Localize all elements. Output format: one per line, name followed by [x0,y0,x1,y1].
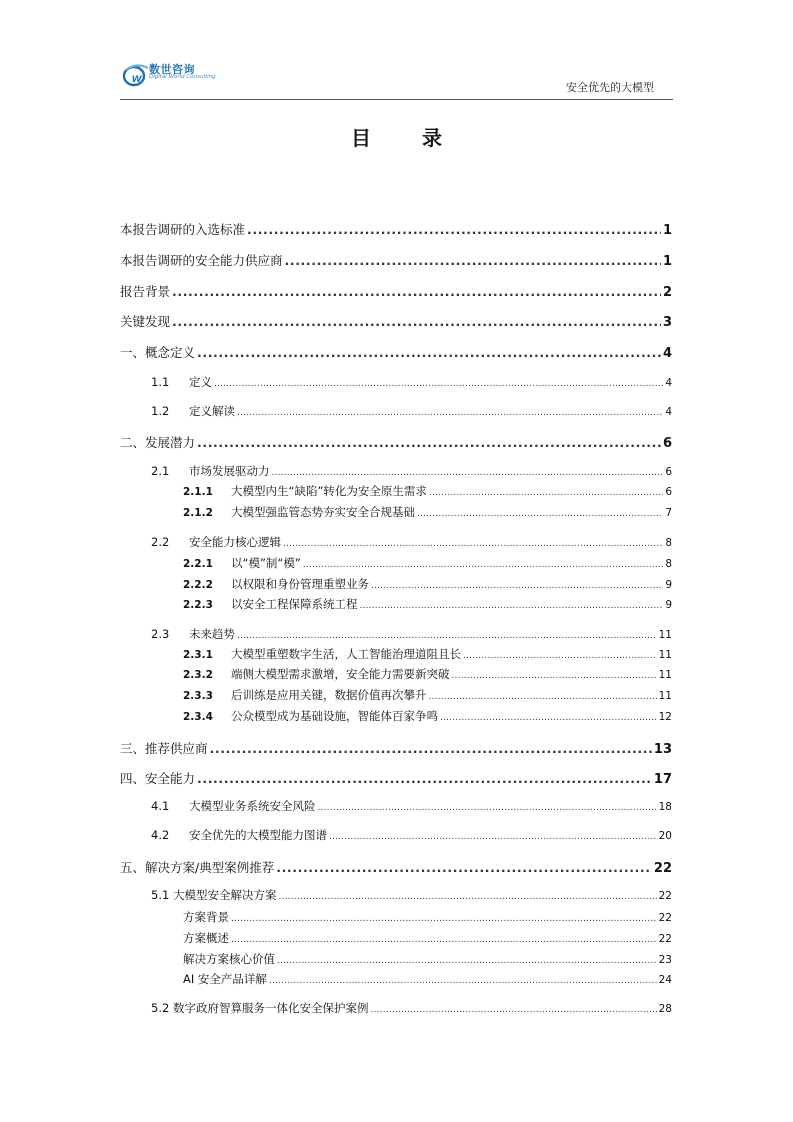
toc-dot-leader [360,601,664,611]
toc-page-number: 11 [658,690,672,702]
toc-dot-leader [285,253,661,268]
toc-page-number: 12 [658,711,672,723]
toc-dot-leader [452,671,657,681]
toc-entry-label: 方案背景 [183,910,229,924]
toc-entry[interactable] [183,596,672,612]
toc-entry-label: 端侧大模型需求激增，安全能力需要新突破 [231,667,450,681]
toc-entry[interactable] [151,463,672,479]
toc-page-number: 18 [658,801,672,813]
toc-entry-label: 5.1 大模型安全解决方案 [151,888,277,902]
toc-entry-label: 报告背景 [120,284,171,299]
toc-page-number: 4 [662,346,672,361]
toc-dot-leader [172,284,661,299]
toc-page-number: 13 [653,742,672,757]
toc-page-number: 6 [665,486,672,498]
toc-page-number: 20 [658,830,672,842]
toc-entry-label: 安全能力核心逻辑 [189,535,281,549]
toc-page-number: 8 [665,537,672,549]
toc-page-number: 11 [658,649,672,661]
toc-page-number: 6 [665,466,672,478]
toc-page-number: 3 [662,315,672,330]
toc-entry-label: 以权限和身份管理重塑业务 [231,577,369,591]
toc-entry-number: 2.1 [151,464,170,478]
toc-entry-label: 大模型重塑数字生活，人工智能治理道阻且长 [231,647,461,661]
toc-entry[interactable] [120,739,672,757]
toc-entry[interactable] [183,555,672,571]
toc-dot-leader [276,860,652,875]
toc-dot-leader [303,560,663,570]
toc-entry-number: 2.3.2 [183,669,213,681]
toc-entry[interactable] [120,433,672,451]
toc-page-number: 11 [658,669,672,681]
toc-entry[interactable] [151,534,672,550]
toc-entry-label: 未来趋势 [189,627,235,641]
toc-entry-number: 4.1 [151,799,170,813]
toc-dot-leader [463,651,657,661]
toc-entry[interactable] [120,312,672,330]
toc-entry-label: 公众模型成为基础设施，智能体百家争鸣 [231,709,438,723]
toc-dot-leader [329,832,657,842]
toc-dot-leader [237,408,663,418]
toc-entry-label: 四、安全能力 [120,771,196,786]
toc-dot-leader [197,771,652,786]
toc-entry-label: 定义 [189,375,212,389]
toc-entry[interactable] [183,504,672,520]
toc-entry-label: 二、发展潜力 [120,435,196,450]
toc-entry-label: 5.2 数字政府智算服务一体化安全保护案例 [151,1001,369,1015]
toc-dot-leader [237,631,657,641]
toc-entry-number: 2.2.1 [183,558,213,570]
toc-entry-label: AI 安全产品详解 [183,972,267,986]
toc-entry-number: 2.3.4 [183,711,213,723]
toc-dot-leader [371,581,663,591]
toc-entry[interactable] [151,798,672,814]
toc-dot-leader [197,435,661,450]
toc-dot-leader [172,314,661,329]
toc-dot-leader [277,956,657,966]
toc-entry-number: 2.3.3 [183,690,213,702]
toc-page-number: 4 [665,406,672,418]
toc-dot-leader [210,741,652,756]
toc-page-number: 2 [662,285,672,300]
toc-entry-number: 2.1.1 [183,486,213,498]
logo-subtitle-text: Digital World Consulting [149,74,216,80]
toc-entry[interactable] [151,827,672,843]
toc-entry[interactable] [183,971,672,987]
toc-entry[interactable] [120,282,672,300]
toc-entry-number: 2.1.2 [183,507,213,519]
toc-entry-label: 大模型业务系统安全风险 [189,799,316,813]
toc-entry[interactable] [183,909,672,925]
toc-entry-label: 以安全工程保障系统工程 [231,597,358,611]
toc-entry[interactable] [120,251,672,269]
toc-entry[interactable] [151,626,672,642]
toc-page-number: 23 [658,954,672,966]
toc-entry[interactable] [183,708,672,724]
toc-entry-number: 1.2 [151,404,170,418]
toc-dot-leader [231,914,657,924]
toc-entry-label: 大模型强监管态势夯实安全合规基础 [231,505,415,519]
toc-entry[interactable] [183,687,672,703]
toc-page-number: 1 [662,254,672,269]
toc-entry-label: 本报告调研的安全能力供应商 [120,253,283,268]
toc-dot-leader [231,935,657,945]
toc-page-number: 28 [658,1003,672,1015]
toc-entry-number: 2.2.2 [183,579,213,591]
page-title: 目 录 [351,126,464,150]
toc-entry-number: 2.3.1 [183,649,213,661]
running-header-title: 安全优先的大模型 [566,81,654,94]
toc-entry-number: 1.1 [151,375,170,389]
svg-text:w: w [132,71,142,85]
toc-entry-label: 市场发展驱动力 [189,464,270,478]
toc-page-number: 6 [662,436,672,451]
toc-page-number: 22 [653,861,672,876]
toc-page-number: 11 [658,629,672,641]
toc-entry[interactable] [151,403,672,419]
toc-entry-label: 以“模”制“模” [231,556,301,570]
toc-dot-leader [214,379,663,389]
toc-entry-label: 安全优先的大模型能力图谱 [189,828,327,842]
toc-entry-label: 三、推荐供应商 [120,741,208,756]
toc-page-number: 9 [665,599,672,611]
toc-entry[interactable] [151,374,672,390]
toc-page-number: 7 [665,507,672,519]
toc-entry-label: 关键发现 [120,314,171,329]
toc-dot-leader [440,713,657,723]
toc-entry[interactable] [183,576,672,592]
toc-dot-leader [269,976,657,986]
toc-dot-leader [429,692,657,702]
toc-page-number: 24 [658,974,672,986]
toc-entry[interactable] [120,858,672,876]
toc-entry[interactable] [151,1000,672,1016]
toc-entry-number: 2.2.3 [183,599,213,611]
toc-entry[interactable] [183,646,672,662]
toc-entry-label: 本报告调研的入选标准 [120,222,246,237]
toc-entry[interactable] [120,343,672,361]
toc-page-number: 8 [665,558,672,570]
toc-entry[interactable] [120,769,672,787]
toc-dot-leader [283,539,663,549]
toc-entry[interactable] [151,887,672,903]
toc-entry-number: 4.2 [151,828,170,842]
toc-page-number: 22 [658,912,672,924]
toc-entry[interactable] [120,220,672,238]
toc-page-number: 9 [665,579,672,591]
toc-entry[interactable] [183,666,672,682]
toc-dot-leader [272,468,664,478]
toc-dot-leader [429,488,663,498]
toc-entry[interactable] [183,483,672,499]
toc-page-number: 1 [662,223,672,238]
toc-dot-leader [370,1005,656,1015]
toc-entry-number: 2.2 [151,535,170,549]
toc-entry-label: 后训练是应用关键，数据价值再次攀升 [231,688,427,702]
toc-page-number: 22 [658,890,672,902]
toc-entry-label: 解决方案核心价值 [183,952,275,966]
toc-dot-leader [417,509,663,519]
toc-entry-number: 2.3 [151,627,170,641]
toc-dot-leader [278,892,656,902]
toc-dot-leader [318,803,657,813]
logo-brand-text: 数世咨询 [149,63,195,76]
toc-page-number: 17 [653,772,672,787]
toc-dot-leader [197,345,661,360]
toc-entry[interactable] [183,951,672,967]
toc-page-number: 4 [665,377,672,389]
toc-dot-leader [247,222,661,237]
toc-entry-label: 方案概述 [183,931,229,945]
toc-entry-label: 定义解读 [189,404,235,418]
toc-entry-label: 五、解决方案/典型案例推荐 [120,860,275,875]
toc-entry-label: 一、概念定义 [120,345,196,360]
toc-page-number: 22 [658,933,672,945]
toc-entry-label: 大模型内生“缺陷”转化为安全原生需求 [231,484,427,498]
toc-entry[interactable] [183,930,672,946]
